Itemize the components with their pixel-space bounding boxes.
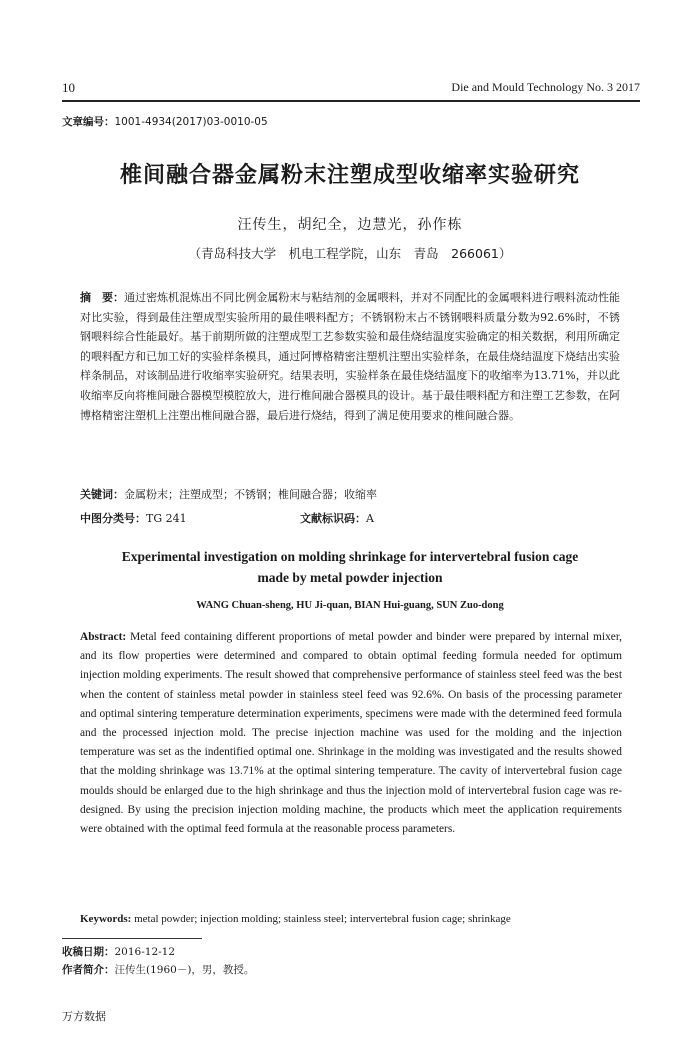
author-bio-value: 汪传生(1960－)，男，教授。	[114, 964, 255, 976]
page-number: 10	[62, 80, 75, 95]
clc-label: 中图分类号：	[80, 512, 146, 525]
keywords-english-label: Keywords:	[80, 913, 132, 925]
running-header	[62, 78, 640, 102]
author-bio-label: 作者简介：	[62, 964, 115, 976]
document-code-label: 文献标识码：	[300, 512, 366, 525]
clc-value: TG 241	[146, 512, 187, 525]
abstract-chinese-label: 摘 要：	[80, 291, 125, 304]
received-date-label: 收稿日期：	[62, 946, 115, 958]
received-date	[62, 944, 175, 959]
author-bio	[62, 962, 254, 977]
authors-english: WANG Chuan-sheng, HU Ji-quan, BIAN Hui-guang, SUN Zuo-dong	[196, 600, 504, 611]
received-date-value: 2016-12-12	[114, 946, 176, 958]
authors-chinese: 汪传生，胡纪全，边慧光，孙作栋	[237, 217, 463, 233]
article-number	[62, 114, 268, 129]
abstract-english	[80, 628, 622, 839]
document-code-value: A	[366, 512, 374, 525]
title-english	[60, 546, 640, 588]
abstract-chinese-text: 通过密炼机混炼出不同比例金属粉末与粘结剂的金属喂料，并对不同配比的金属喂料进行喂料流动性能对比实验，得到最佳注塑成型实验所用的最佳喂料配方；不锈钢粉末占不锈钢喂料质量分数为92.6%时，不锈钢喂料综合性能最好。基于前期所做的注塑成型工艺参数实验和最佳烧结温度实验确定的相关数据，利用所确定的喂料配方和已加工好的实验样条模具，通过阿博格精密注塑机注塑出实验样条，在最佳烧结温度下烧结出实验样条制品，对该制品进行收缩率实验研究。结果表明，实验样条在最佳烧结温度下的收缩率为13.71%，并以此收缩率反向将椎间融合器模型模腔放大，进行椎间融合器模具的设计。基于最佳喂料配方和注塑工艺参数，在阿博格精密注塑机上注塑出椎间融合器，最后进行烧结，得到了满足使用要求的椎间融合器。	[80, 291, 621, 422]
abstract-english-text: Metal feed containing different proportions of metal powder and binder were prepared by internal mixer, and its flow properties were determined and compared to obtain optimal feeding formula needed for optimum injection molding experiments. The result showed that comprehensive performance of stainless steel feed was the best when the content of stainless metal powder in stainless steel feed was 92.6%. On basis of the processing parameter and optimal sintering temperature determination experiments, specimens were made with the determined feed formula and the processed injection mold. The precise injection machine was used for the molding and the injection temperature was set as the indentified optimal one. Shrinkage in the molding was investigated and the results showed that the molding shrinkage was 13.71% at the optimal sintering temperature. The cavity of intervertebral fusion cage moulds should be enlarged due to the high shrinkage and thus the injection mold of intervertebral fusion cage was re-designed. By using the precision injection molding machine, the products which meet the application requirements were obtained with the optimal feed formula at the reasonable process parameters.	[80, 631, 622, 836]
article-number-value: 1001-4934(2017)03-0010-05	[114, 116, 268, 128]
keywords-chinese-label: 关键词：	[80, 488, 124, 501]
footnote-divider	[62, 938, 202, 939]
abstract-chinese	[80, 288, 620, 425]
keywords-chinese	[80, 486, 620, 502]
keywords-english-text: metal powder; injection molding; stainless steel; intervertebral fusion cage; shrinkage	[134, 913, 511, 925]
document-code	[300, 510, 374, 526]
watermark: 万方数据	[62, 1010, 106, 1023]
affiliation-chinese: （青岛科技大学 机电工程学院，山东 青岛 266061）	[188, 246, 512, 261]
journal-name: Die and Mould Technology No. 3 2017	[451, 80, 640, 94]
title-chinese: 椎间融合器金属粉末注塑成型收缩率实验研究	[119, 163, 580, 188]
article-number-label: 文章编号：	[62, 116, 115, 128]
keywords-chinese-text: 金属粉末；注塑成型；不锈钢；椎间融合器；收缩率	[124, 488, 377, 501]
classification-row	[80, 510, 620, 526]
title-english-line2: made by metal powder injection	[257, 570, 443, 585]
keywords-english	[80, 913, 622, 925]
title-english-line1: Experimental investigation on molding shrinkage for intervertebral fusion cage	[121, 549, 579, 564]
abstract-english-label: Abstract:	[80, 631, 127, 643]
